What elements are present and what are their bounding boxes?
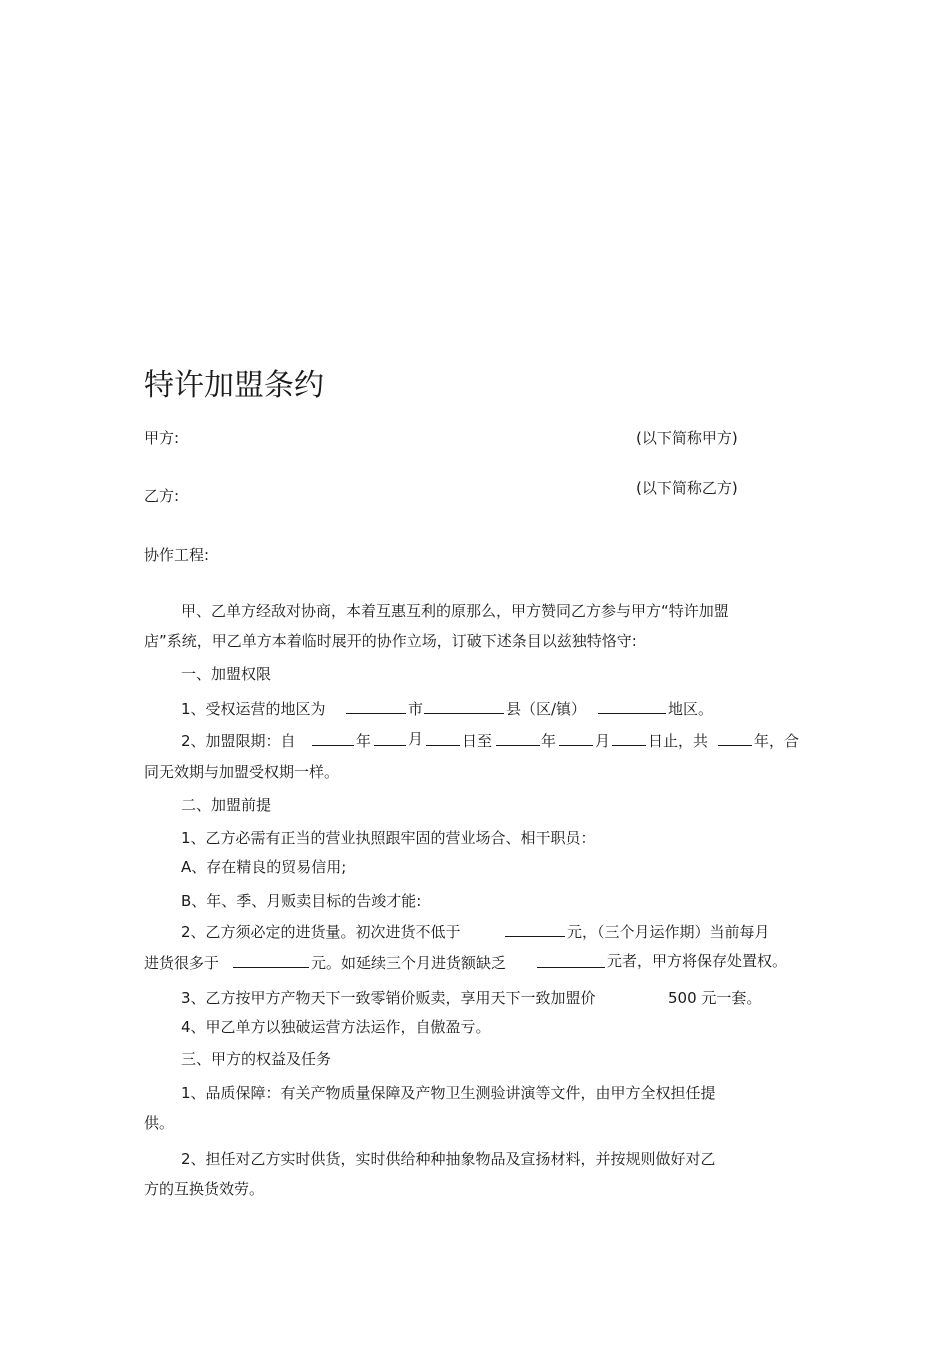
s2-item1: 1、乙方必需有正当的营业执照跟牢固的营业场合、相干职员： bbox=[181, 829, 596, 847]
s1-item2-g: 日止，共 bbox=[648, 732, 709, 750]
blank-end-year bbox=[496, 731, 540, 746]
blank-city bbox=[346, 699, 406, 714]
s1-item2-b: 年 bbox=[356, 732, 372, 750]
s2-item2-a: 2、乙方须必定的进货量。初次进货不低于 bbox=[181, 923, 461, 941]
blank-monthly-order bbox=[233, 953, 309, 968]
s3-item1-line2: 供。 bbox=[144, 1114, 175, 1132]
blank-end-month bbox=[559, 731, 593, 746]
intro-line-2: 店”系统，甲乙单方本着临时展开的协作立场，订破下述条目以兹独特恪守: bbox=[144, 632, 637, 650]
s2-item4: 4、甲乙单方以独破运营方法运作，自傲盈亏。 bbox=[181, 1018, 491, 1036]
s1-item1-c: 县（区/镇） bbox=[506, 700, 587, 718]
s2-item2-e: 元者，甲方将保存处置权。 bbox=[607, 952, 788, 970]
s2-itemB: B、年、季、月贩卖目标的告竣才能: bbox=[181, 892, 422, 910]
blank-start-month bbox=[374, 731, 406, 746]
s2-item2-c: 进货很多于 bbox=[144, 954, 220, 972]
party-b-note: (以下简称乙方) bbox=[636, 479, 738, 497]
s1-item2-f: 月 bbox=[595, 732, 611, 750]
section1-heading: 一、加盟权限 bbox=[181, 665, 272, 683]
s1-item2-h: 年，合 bbox=[754, 732, 800, 750]
blank-total-years bbox=[718, 731, 752, 746]
s3-item2-line1: 2、担任对乙方实时供货，实时供给种种抽象物品及宣扬材料，并按规则做好对乙 bbox=[181, 1150, 716, 1168]
party-a-label: 甲方: bbox=[144, 429, 180, 447]
blank-shortfall bbox=[537, 953, 605, 968]
blank-end-day bbox=[612, 731, 646, 746]
document-title: 特许加盟条约 bbox=[144, 368, 324, 403]
s2-item2-b: 元，（三个月运作期）当前每月 bbox=[567, 923, 770, 941]
project-label: 协作工程: bbox=[144, 546, 210, 564]
s2-item3-b: 500 元一套。 bbox=[668, 989, 762, 1007]
s2-item2-d: 元。如延续三个月进货额缺乏 bbox=[311, 954, 507, 972]
blank-start-year bbox=[312, 731, 354, 746]
blank-start-day bbox=[426, 731, 460, 746]
s1-item2-a: 2、加盟限期：自 bbox=[181, 732, 296, 750]
s1-item1-b: 市 bbox=[408, 700, 424, 718]
intro-line-1: 甲、乙单方经敌对协商，本着互惠互利的原那么，甲方赞同乙方参与甲方“特许加盟 bbox=[181, 602, 729, 620]
section3-heading: 三、甲方的权益及任务 bbox=[181, 1050, 332, 1068]
s1-item1-a: 1、受权运营的地区为 bbox=[181, 700, 326, 718]
blank-county bbox=[424, 699, 504, 714]
s1-item2-d: 日至 bbox=[462, 732, 493, 750]
s1-item2-e: 年 bbox=[541, 732, 557, 750]
blank-area bbox=[598, 699, 666, 714]
s2-item3-a: 3、乙方按甲方产物天下一致零销价贩卖，享用天下一致加盟价 bbox=[181, 989, 596, 1007]
party-b-label: 乙方: bbox=[144, 487, 180, 505]
party-a-note: (以下简称甲方) bbox=[636, 429, 738, 447]
s3-item1-line1: 1、品质保障：有关产物质量保障及产物卫生测验讲演等文件，由甲方全权担任提 bbox=[181, 1084, 716, 1102]
s1-item1-d: 地区。 bbox=[668, 700, 714, 718]
s1-item2-c: 月 bbox=[408, 730, 424, 748]
blank-first-order bbox=[505, 922, 565, 937]
s3-item2-line2: 方的互换货效劳。 bbox=[144, 1180, 265, 1198]
s2-itemA: A、存在精良的贸易信用; bbox=[181, 858, 347, 876]
s1-item2-cont: 同无效期与加盟受权期一样。 bbox=[144, 763, 340, 781]
section2-heading: 二、加盟前提 bbox=[181, 796, 272, 814]
